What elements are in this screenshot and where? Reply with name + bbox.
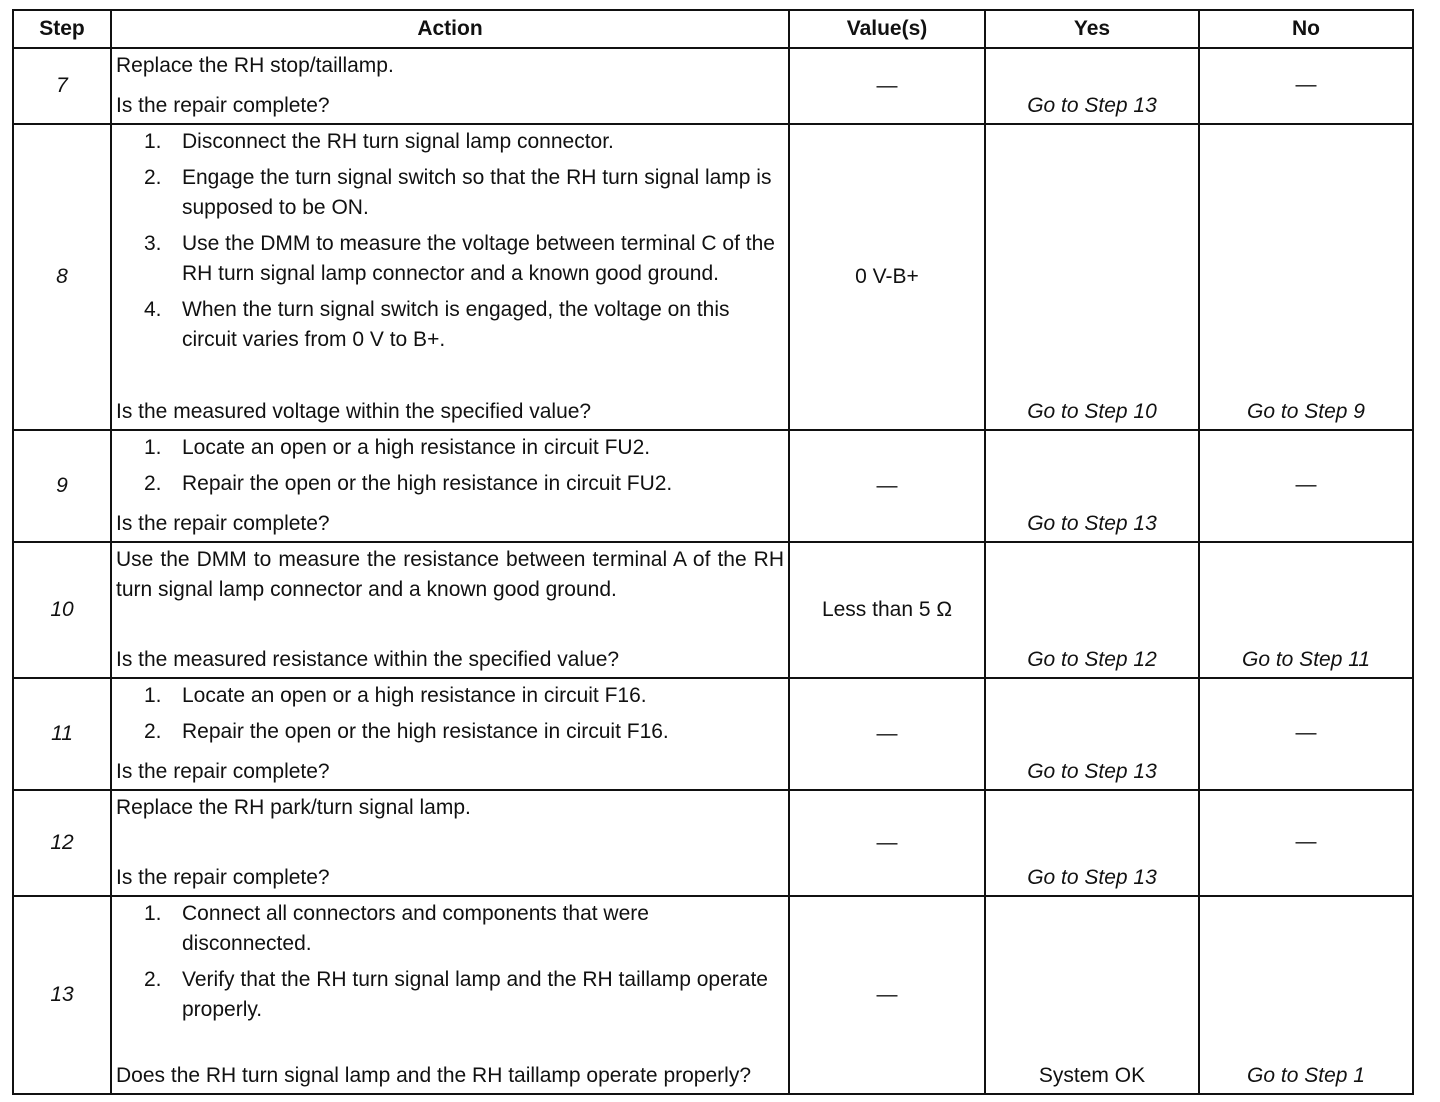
list-text: When the turn signal switch is engaged, the voltage on this circuit varies from 0 V to B+.: [182, 298, 730, 351]
list-item: [116, 469, 784, 499]
list-number: 3.: [144, 232, 162, 255]
no-cell: Go to Step 9: [1199, 124, 1413, 430]
header-step: Step: [13, 10, 111, 48]
list-item: [116, 295, 784, 355]
header-yes: Yes: [985, 10, 1199, 48]
list-text: Disconnect the RH turn signal lamp connector.: [182, 130, 614, 153]
no-cell: —: [1199, 48, 1413, 124]
list-item: [116, 127, 784, 157]
no-cell: Go to Step 1: [1199, 896, 1413, 1094]
yes-cell: Go to Step 13: [985, 678, 1199, 790]
action-question: Is the repair complete?: [116, 760, 330, 783]
list-number: 1.: [144, 902, 162, 925]
list-item: [116, 717, 784, 747]
value-cell: —: [789, 896, 985, 1094]
header-values: Value(s): [789, 10, 985, 48]
yes-cell: Go to Step 13: [985, 790, 1199, 896]
yes-cell: System OK: [985, 896, 1199, 1094]
table-row: [13, 48, 1413, 124]
list-number: 4.: [144, 298, 162, 321]
table-row: [13, 678, 1413, 790]
no-cell: —: [1199, 678, 1413, 790]
list-text: Repair the open or the high resistance in circuit FU2.: [182, 472, 673, 495]
action-steps: [116, 681, 784, 747]
list-item: [116, 163, 784, 223]
action-steps: [116, 127, 784, 355]
list-number: 1.: [144, 130, 162, 153]
step-number: 12: [13, 790, 111, 896]
value-cell: —: [789, 48, 985, 124]
header-no: No: [1199, 10, 1413, 48]
list-number: 1.: [144, 436, 162, 459]
value-cell: —: [789, 790, 985, 896]
action-instruction: Use the DMM to measure the resistance between terminal A of the RH turn signal lamp connector and a known good ground.: [116, 548, 784, 601]
list-text: Connect all connectors and components that were disconnected.: [182, 902, 649, 955]
list-item: [116, 681, 784, 711]
list-text: Repair the open or the high resistance in circuit F16.: [182, 720, 669, 743]
action-question: Is the repair complete?: [116, 512, 330, 535]
yes-cell: Go to Step 13: [985, 48, 1199, 124]
list-number: 2.: [144, 472, 162, 495]
action-cell: [111, 430, 789, 542]
list-item: [116, 965, 784, 1025]
step-number: 10: [13, 542, 111, 678]
list-item: [116, 899, 784, 959]
step-number: 13: [13, 896, 111, 1094]
list-number: 2.: [144, 166, 162, 189]
action-cell: [111, 48, 789, 124]
list-number: 2.: [144, 968, 162, 991]
yes-cell: Go to Step 13: [985, 430, 1199, 542]
step-number: 9: [13, 430, 111, 542]
value-cell: —: [789, 678, 985, 790]
value-cell: 0 V-B+: [789, 124, 985, 430]
action-cell: [111, 896, 789, 1094]
step-number: 11: [13, 678, 111, 790]
no-cell: Go to Step 11: [1199, 542, 1413, 678]
action-question: Is the measured voltage within the specified value?: [116, 400, 592, 423]
step-number: 7: [13, 48, 111, 124]
list-text: Use the DMM to measure the voltage between terminal C of the RH turn signal lamp connector and a known good ground.: [182, 232, 775, 285]
yes-cell: Go to Step 10: [985, 124, 1199, 430]
list-number: 1.: [144, 684, 162, 707]
list-item: [116, 433, 784, 463]
no-cell: —: [1199, 790, 1413, 896]
action-cell: [111, 678, 789, 790]
action-instruction: Replace the RH park/turn signal lamp.: [116, 796, 471, 819]
yes-cell: Go to Step 12: [985, 542, 1199, 678]
action-question: Is the repair complete?: [116, 866, 330, 889]
header-action: Action: [111, 10, 789, 48]
table-row: [13, 790, 1413, 896]
table-row: [13, 124, 1413, 430]
list-text: Locate an open or a high resistance in circuit FU2.: [182, 436, 651, 459]
list-text: Verify that the RH turn signal lamp and the RH taillamp operate properly.: [182, 968, 768, 1021]
value-cell: —: [789, 430, 985, 542]
list-text: Locate an open or a high resistance in circuit F16.: [182, 684, 647, 707]
action-question: Is the repair complete?: [116, 94, 330, 117]
action-instruction: Replace the RH stop/taillamp.: [116, 54, 394, 77]
value-cell: Less than 5 Ω: [789, 542, 985, 678]
action-steps: [116, 899, 784, 1025]
action-steps: [116, 433, 784, 499]
diagnostic-table: [12, 9, 1414, 1095]
table-row: [13, 430, 1413, 542]
action-question: Does the RH turn signal lamp and the RH taillamp operate properly?: [116, 1064, 751, 1087]
action-cell: [111, 124, 789, 430]
header-row: [13, 10, 1413, 48]
no-cell: —: [1199, 430, 1413, 542]
table-row: [13, 896, 1413, 1094]
list-number: 2.: [144, 720, 162, 743]
list-item: [116, 229, 784, 289]
action-question: Is the measured resistance within the specified value?: [116, 648, 620, 671]
action-cell: [111, 542, 789, 678]
step-number: 8: [13, 124, 111, 430]
action-cell: [111, 790, 789, 896]
list-text: Engage the turn signal switch so that the RH turn signal lamp is supposed to be ON.: [182, 166, 772, 219]
table-row: [13, 542, 1413, 678]
